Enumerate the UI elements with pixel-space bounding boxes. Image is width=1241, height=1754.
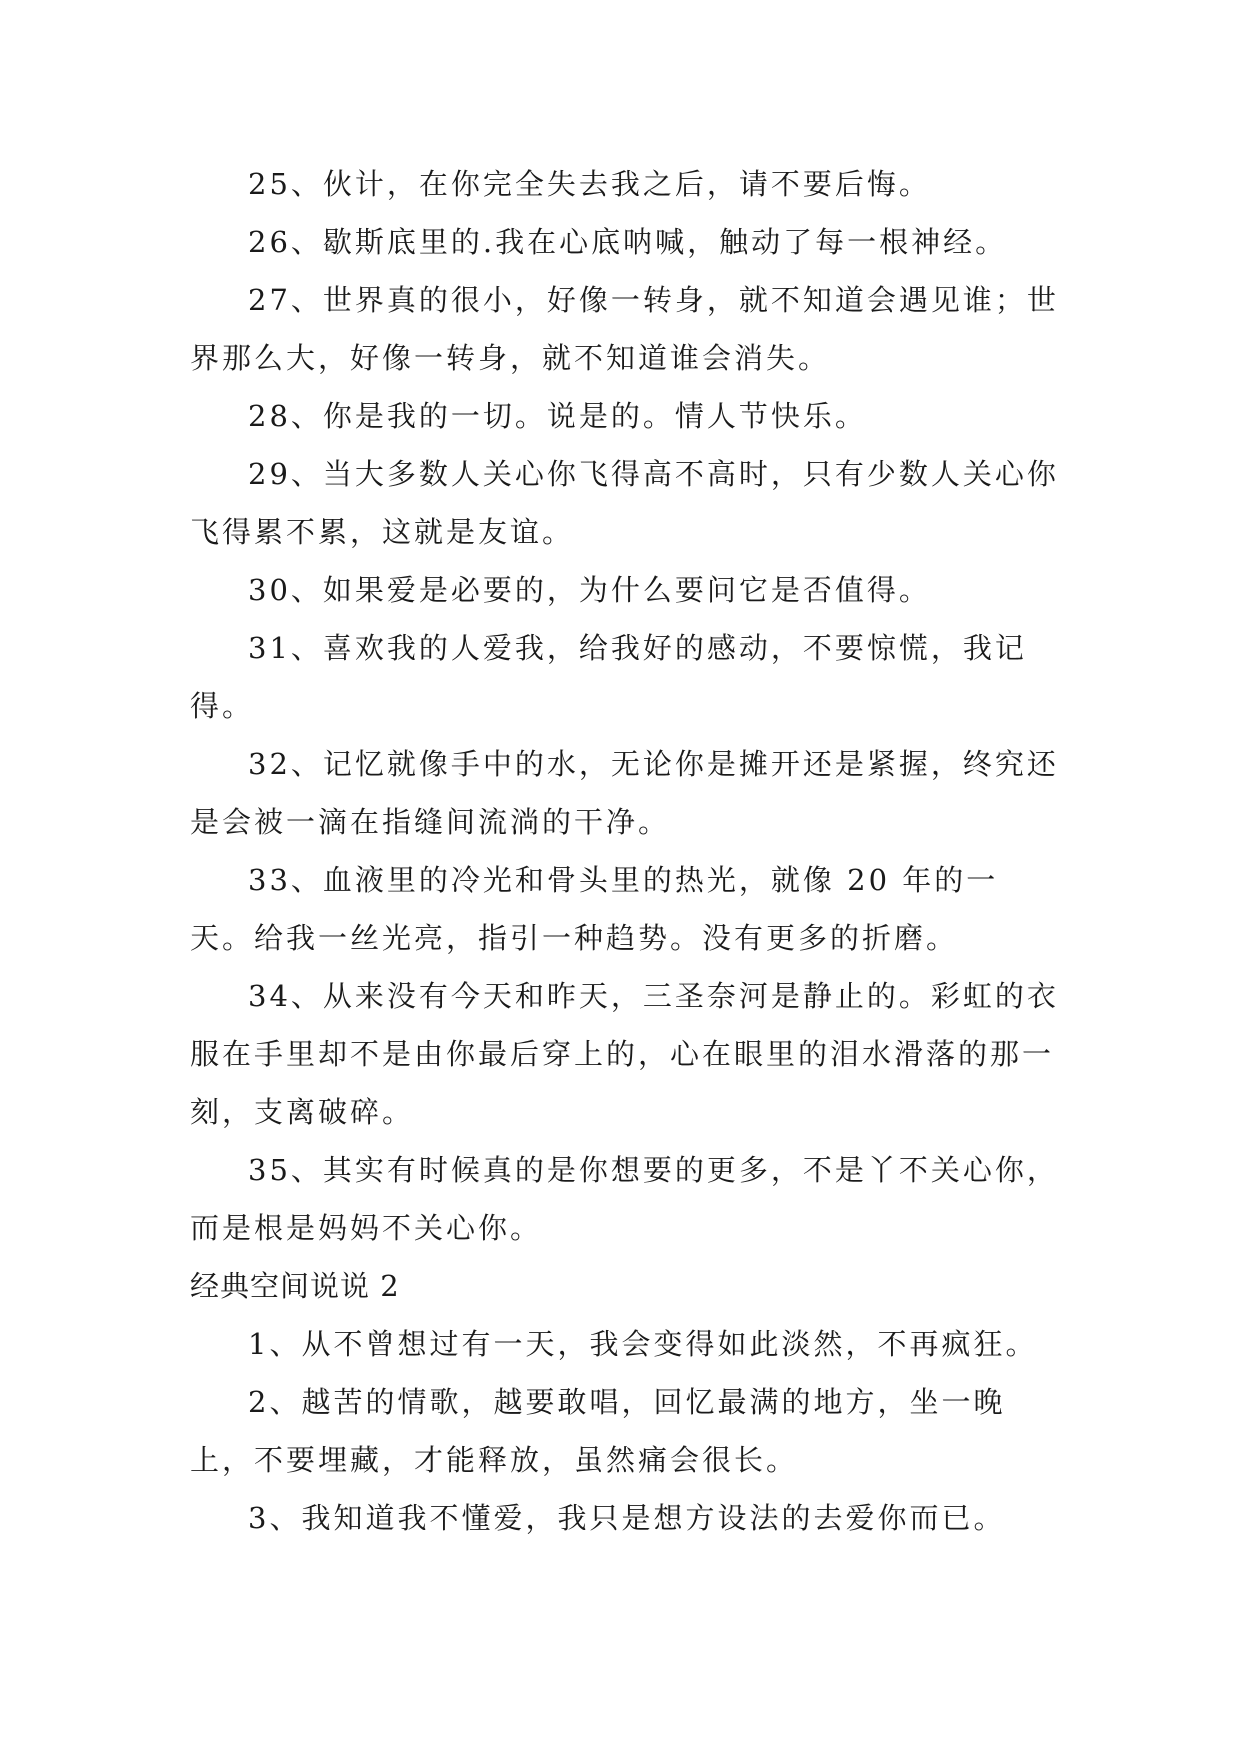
document-body	[190, 155, 1060, 1547]
paragraph-3: 3、我知道我不懂爱，我只是想方设法的去爱你而已。	[248, 1501, 1006, 1535]
paragraph-33: 33、血液里的冷光和骨头里的热光，就像 20 年的一天。给我一丝光亮，指引一种趋势。没有更多的折磨。	[190, 863, 999, 955]
paragraph-29: 29、当大多数人关心你飞得高不高时，只有少数人关心你飞得累不累，这就是友谊。	[190, 457, 1059, 549]
paragraph-30: 30、如果爱是必要的，为什么要问它是否值得。	[248, 573, 931, 607]
paragraph-34: 34、从来没有今天和昨天，三圣奈河是静止的。彩虹的衣服在手里却不是由你最后穿上的，心在眼里的泪水滑落的那一刻，支离破碎。	[190, 979, 1059, 1129]
paragraph-25: 25、伙计，在你完全失去我之后，请不要后悔。	[248, 167, 931, 201]
paragraph-2: 2、越苦的情歌，越要敢唱，回忆最满的地方，坐一晚上，不要埋藏，才能释放，虽然痛会很长。	[190, 1385, 1006, 1477]
paragraph-27: 27、世界真的很小，好像一转身，就不知道会遇见谁；世界那么大，好像一转身，就不知道谁会消失。	[190, 283, 1059, 375]
paragraph-32: 32、记忆就像手中的水，无论你是摊开还是紧握，终究还是会被一滴在指缝间流淌的干净。	[190, 747, 1059, 839]
paragraph-26: 26、歇斯底里的.我在心底呐喊，触动了每一根神经。	[248, 225, 1008, 259]
paragraph-35: 35、其实有时候真的是你想要的更多，不是丫不关心你，而是根是妈妈不关心你。	[190, 1153, 1059, 1245]
paragraph-1: 1、从不曾想过有一天，我会变得如此淡然，不再疯狂。	[248, 1327, 1038, 1361]
section-heading: 经典空间说说 2	[190, 1269, 400, 1303]
paragraph-28: 28、你是我的一切。说是的。情人节快乐。	[248, 399, 867, 433]
paragraph-31: 31、喜欢我的人爱我，给我好的感动，不要惊慌，我记得。	[190, 631, 1027, 723]
